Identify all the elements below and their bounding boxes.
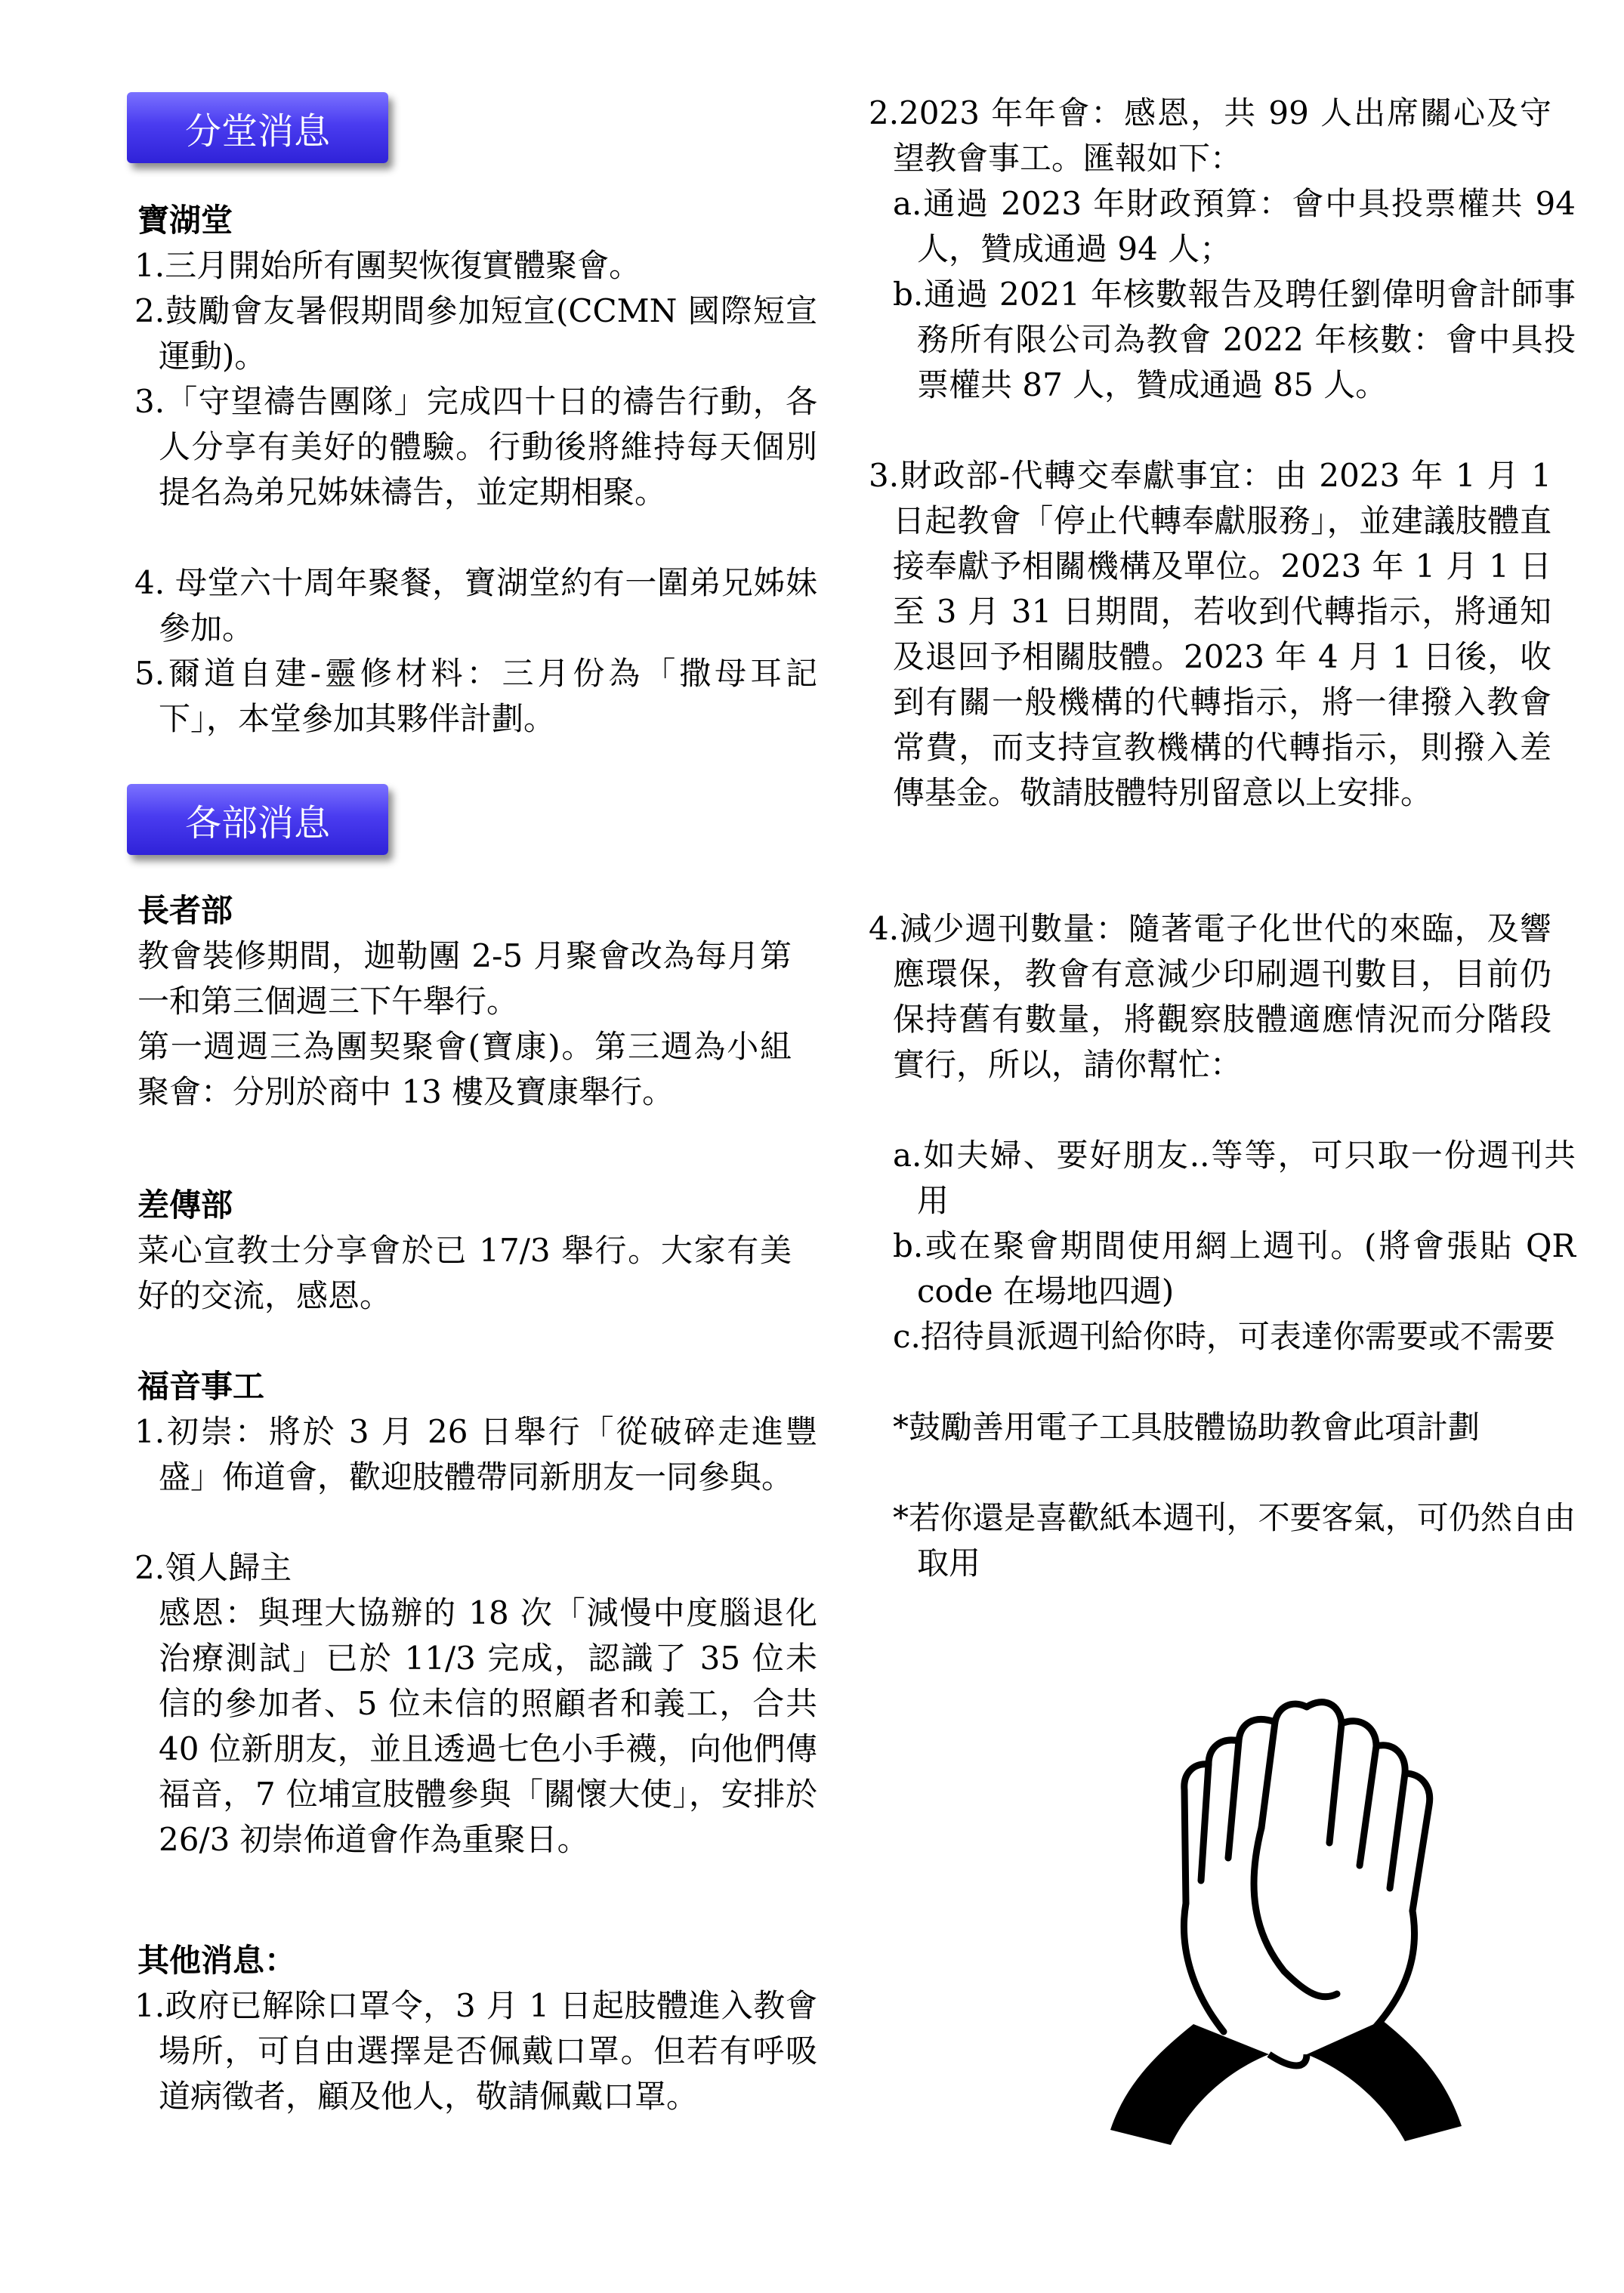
mission-title: 差傳部	[137, 1187, 233, 1224]
mission-paragraph: 菜心宣教士分享會於已 17/3 舉行。大家有美好的交流，感恩。	[137, 1232, 792, 1314]
section-banner-dept-news	[127, 784, 388, 855]
item-4b: b.或在聚會期間使用網上週刊。(將會張貼 QR code 在場地四週)	[893, 1227, 1576, 1310]
elder-paragraph-2: 第一週週三為團契聚會(寶康)。第三週為小組聚會：分別於商中 13 樓及寶康舉行。	[137, 1028, 792, 1110]
branch-title: 寶湖堂	[137, 202, 233, 239]
branch-item-1: 1.三月開始所有團契恢復實體聚會。	[134, 247, 641, 284]
branch-item-2: 2.鼓勵會友暑假期間參加短宣(CCMN 國際短宣運動)。	[134, 292, 817, 375]
item-4c: c.招待員派週刊給你時，可表達你需要或不需要	[893, 1318, 1555, 1355]
note-2: *若你還是喜歡紙本週刊，不要客氣，可仍然自由取用	[893, 1499, 1576, 1582]
gospel-item-2-body: 感恩：與理大協辦的 18 次「減慢中度腦退化治療測試」已於 11/3 完成，認識了 35 位未信的參加者、5 位未信的照顧者和義工，合共 40 位新朋友，並且透過七色小手襪，向他們傳福音，7 位埔宣肢體參與「關懷大使」，安排於 26/3 初崇佈道會作為重聚日。	[159, 1594, 817, 1858]
item-3: 3.財政部-代轉交奉獻事宜：由 2023 年 1 月 1 日起教會「停止代轉奉獻服務」，並建議肢體直接奉獻予相關機構及單位。2023 年 1 月 1 日至 3 月 31 日期間，若收到代轉指示，將通知及退回予相關肢體。2023 年 4 月 1 日後，收到有關一般機構的代轉指示，將一律撥入教會常費，而支持宣教機構的代轉指示，則撥入差傳基金。敬請肢體特別留意以上安排。	[869, 457, 1551, 811]
elder-title: 長者部	[137, 892, 233, 929]
section-banner-branch-news	[127, 92, 388, 163]
praying-hands-icon	[1080, 1677, 1488, 2145]
gospel-item-1: 1.初崇：將於 3 月 26 日舉行「從破碎走進豐盛」佈道會，歡迎肢體帶同新朋友一同參與。	[134, 1413, 817, 1495]
section-banner-label: 分堂消息	[184, 110, 330, 153]
branch-item-5: 5.爾道自建-靈修材料：三月份為「撒母耳記下」，本堂參加其夥伴計劃。	[134, 655, 817, 737]
note-1: *鼓勵善用電子工具肢體協助教會此項計劃	[893, 1409, 1480, 1446]
other-title: 其他消息：	[137, 1942, 297, 1979]
branch-item-3: 3.「守望禱告團隊」完成四十日的禱告行動，各人分享有美好的體驗。行動後將維持每天個別提名為弟兄姊妹禱告，並定期相聚。	[134, 383, 817, 511]
item-4: 4.減少週刊數量：隨著電子化世代的來臨，及響應環保，教會有意減少印刷週刊數目，目前仍保持舊有數量，將觀察肢體適應情況而分階段實行，所以，請你幫忙：	[869, 910, 1551, 1083]
branch-item-4: 4. 母堂六十周年聚餐，寶湖堂約有一圍弟兄姊妹參加。	[134, 564, 817, 647]
gospel-item-2-title: 2.領人歸主	[134, 1549, 292, 1586]
item-4a: a.如夫婦、要好朋友..等等，可只取一份週刊共用	[893, 1137, 1576, 1219]
item-2: 2.2023 年年會：感恩，共 99 人出席關心及守望教會事工。匯報如下：	[869, 94, 1551, 177]
gospel-title: 福音事工	[137, 1368, 265, 1405]
other-item-1: 1.政府已解除口罩令，3 月 1 日起肢體進入教會場所，可自由選擇是否佩戴口罩。但若有呼吸道病徵者，顧及他人，敬請佩戴口罩。	[134, 1987, 817, 2115]
item-2b: b.通過 2021 年核數報告及聘任劉偉明會計師事務所有限公司為教會 2022 年核數：會中具投票權共 87 人，贊成通過 85 人。	[893, 276, 1576, 403]
section-banner-label: 各部消息	[184, 801, 330, 844]
item-2a: a.通過 2023 年財政預算：會中具投票權共 94 人，贊成通過 94 人；	[893, 185, 1576, 267]
elder-paragraph-1: 教會裝修期間，迦勒團 2-5 月聚會改為每月第一和第三個週三下午舉行。	[137, 937, 792, 1020]
